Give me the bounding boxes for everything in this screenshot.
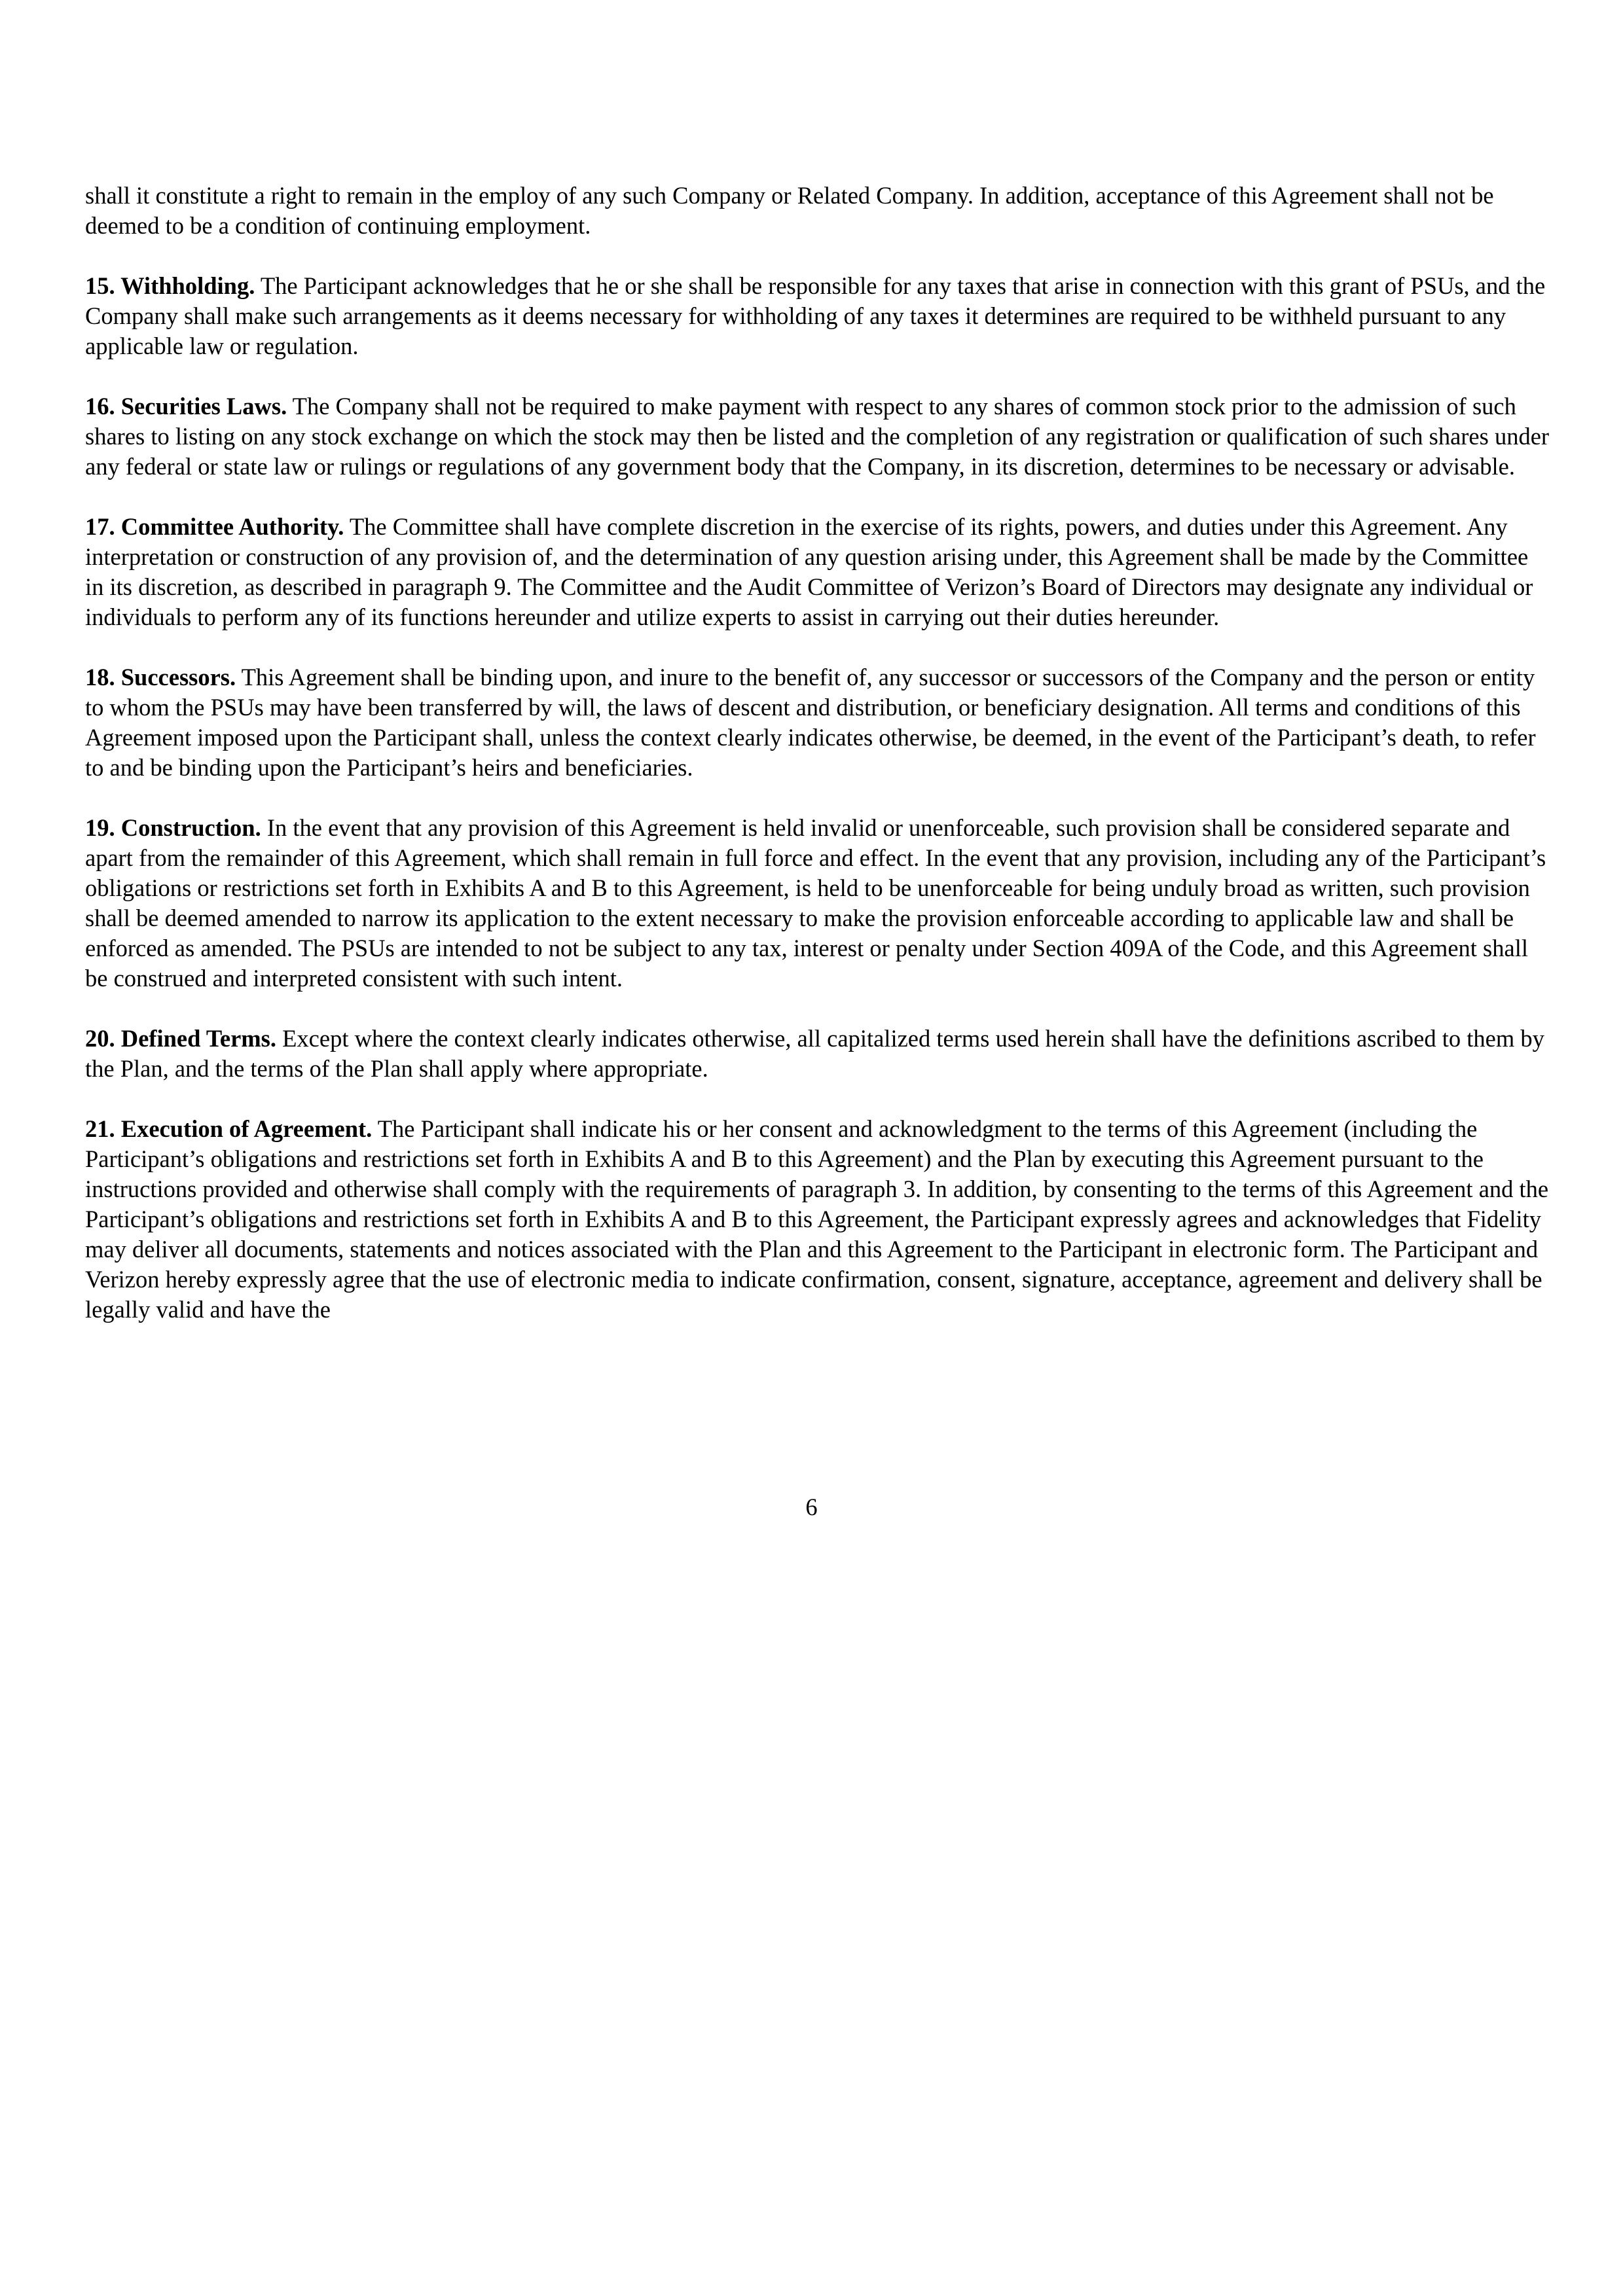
section-text: In the event that any provision of this Agreement is held invalid or unenforceable, such provision shall be considered separate and apart from the remainder of this Agreement, which shall remain in full force and effect. In the event that any provision, including any of the Participant’s obligations or restrictions set forth in Exhibits A and B to this Agreement, is held to be unenforceable for being unduly broad as written, such provision shall be deemed amended to narrow its application to the extent necessary to make the provision enforceable according to applicable law and shall be enforced as amended. The PSUs are intended to not be subject to any tax, interest or penalty under Section 409A of the Code, and this Agreement shall be construed and interpreted consistent with such intent.: [85, 814, 1546, 992]
section-heading: 15. Withholding.: [85, 272, 255, 299]
section-heading: 16. Securities Laws.: [85, 393, 287, 420]
section-21-execution-of-agreement: [85, 1114, 1552, 1325]
section-heading: 18. Successors.: [85, 664, 236, 691]
section-15-withholding: [85, 271, 1552, 361]
section-text: This Agreement shall be binding upon, and inure to the benefit of, any successor or successors of the Company and the person or entity to whom the PSUs may have been transferred by will, the laws of descent and distribution, or beneficiary designation. All terms and conditions of this Agreement imposed upon the Participant shall, unless the context clearly indicates otherwise, be deemed, in the event of the Participant’s death, to refer to and be binding upon the Participant’s heirs and beneficiaries.: [85, 664, 1536, 781]
section-19-construction: [85, 813, 1552, 994]
section-heading: 21. Execution of Agreement.: [85, 1115, 373, 1142]
section-heading: 17. Committee Authority.: [85, 513, 344, 540]
section-text: The Participant shall indicate his or her consent and acknowledgment to the terms of this Agreement (including the Participant’s obligations and restrictions set forth in Exhibits A and B to this Agreement) and the Plan by executing this Agreement pursuant to the instructions provided and otherwise shall comply with the requirements of paragraph 3. In addition, by consenting to the terms of this Agreement and the Participant’s obligations and restrictions set forth in Exhibits A and B to this Agreement, the Participant expressly agrees and acknowledges that Fidelity may deliver all documents, statements and notices associated with the Plan and this Agreement to the Participant in electronic form. The Participant and Verizon hereby expressly agree that the use of electronic media to indicate confirmation, consent, signature, acceptance, agreement and delivery shall be legally valid and have the: [85, 1115, 1549, 1323]
paragraph-text: shall it constitute a right to remain in the employ of any such Company or Related Company. In addition, acceptance of this Agreement shall not be deemed to be a condition of continuing employment.: [85, 182, 1494, 239]
section-text: The Participant acknowledges that he or she shall be responsible for any taxes that arise in connection with this grant of PSUs, and the Company shall make such arrangements as it deems necessary for withholding of any taxes it determines are required to be withheld pursuant to any applicable law or regulation.: [85, 272, 1546, 359]
section-text: The Company shall not be required to make payment with respect to any shares of common stock prior to the admission of such shares to listing on any stock exchange on which the stock may then be listed and the completion of any registration or qualification of such shares under any federal or state law or rulings or regulations of any government body that the Company, in its discretion, determines to be necessary or advisable.: [85, 393, 1550, 480]
section-heading: 20. Defined Terms.: [85, 1025, 276, 1052]
section-heading: 19. Construction.: [85, 814, 261, 841]
section-18-successors: [85, 662, 1552, 783]
section-text: Except where the context clearly indicates otherwise, all capitalized terms used herein shall have the definitions ascribed to them by the Plan, and the terms of the Plan shall apply where appropriate.: [85, 1025, 1544, 1082]
section-text: The Committee shall have complete discretion in the exercise of its rights, powers, and duties under this Agreement. Any interpretation or construction of any provision of, and the determination of any question arising under, this Agreement shall be made by the Committee in its discretion, as described in paragraph 9. The Committee and the Audit Committee of Verizon’s Board of Directors may designate any individual or individuals to perform any of its functions hereunder and utilize experts to assist in carrying out their duties hereunder.: [85, 513, 1533, 630]
paragraph-continuation: [85, 181, 1552, 241]
section-16-securities-laws: [85, 391, 1552, 482]
section-17-committee-authority: [85, 512, 1552, 632]
section-20-defined-terms: [85, 1024, 1552, 1084]
document-body: [85, 181, 1552, 1355]
page-number: 6: [805, 1494, 818, 1520]
